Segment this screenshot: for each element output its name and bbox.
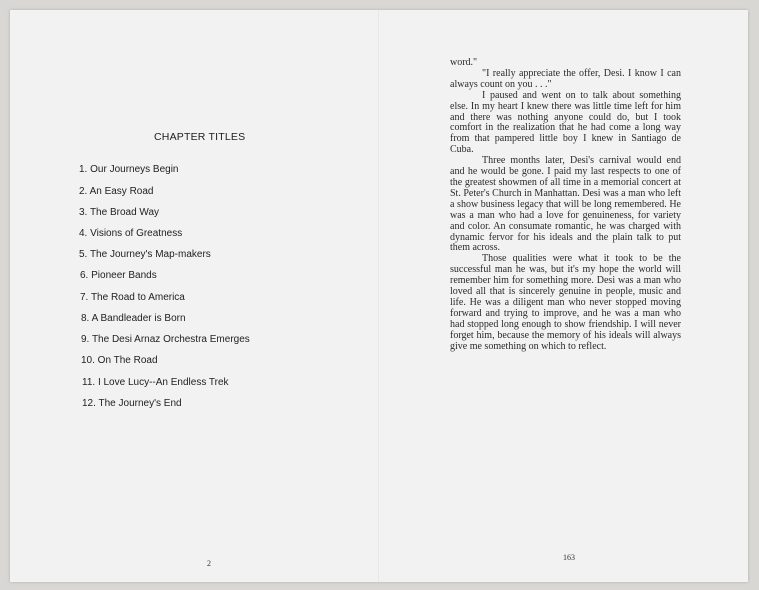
- left-page: [10, 10, 378, 582]
- chapter-item: 4. Visions of Greatness: [79, 228, 183, 239]
- paragraph: "I really appreciate the offer, Desi. I know I can always count on you . . .": [450, 67, 681, 90]
- chapter-item: 7. The Road to America: [80, 292, 185, 303]
- paragraph: Three months later, Desi's carnival would end and he would be gone. I paid my last respects to one of the greatest showmen of all time in a memorial concert at St. Peter's Church in Manhattan. Desi was a man who left a show business legacy that will be long remembered. He was a man who had a love for genuineness, for variety and color. An consumate romantic, he was charged with dynamic fervor for his ideals and the plain talk to put them across.: [450, 155, 681, 254]
- page-number: 2: [207, 559, 211, 568]
- paragraph: word.": [450, 57, 478, 68]
- chapter-item: 5. The Journey's Map-makers: [79, 249, 211, 260]
- chapter-item: 2. An Easy Road: [79, 186, 154, 197]
- paragraph: Those qualities were what it took to be the successful man he was, but it's my hope the world will remember him for something more. Desi was a man who loved all that is sincerely genuine in people, music and life. He was a diligent man who never stopped moving forward and trying to improve, and he was a man who had stopped long enough to show friendship. I will never forget him, because the memory of his ideals will always give me something on which to reflect.: [450, 253, 681, 352]
- page-number: 163: [563, 553, 575, 562]
- chapter-item: 1. Our Journeys Begin: [79, 164, 179, 175]
- chapter-item: 12. The Journey's End: [82, 398, 182, 409]
- right-page: [379, 10, 748, 582]
- body-text: [450, 58, 681, 352]
- chapter-item: 6. Pioneer Bands: [80, 270, 157, 281]
- chapter-item: 8. A Bandleader is Born: [81, 313, 186, 324]
- paragraph: I paused and went on to talk about something else. In my heart I knew there was little time left for him and there was nothing anyone could do, but I took comfort in the realization that he had come a long way from that pampered little boy I knew in Santiago de Cuba.: [450, 89, 681, 156]
- chapter-item: 9. The Desi Arnaz Orchestra Emerges: [81, 334, 250, 345]
- chapter-item: 3. The Broad Way: [79, 207, 160, 218]
- chapter-titles-heading: CHAPTER TITLES: [154, 131, 246, 143]
- chapter-item: 11. I Love Lucy--An Endless Trek: [82, 377, 229, 388]
- chapter-item: 10. On The Road: [81, 355, 158, 366]
